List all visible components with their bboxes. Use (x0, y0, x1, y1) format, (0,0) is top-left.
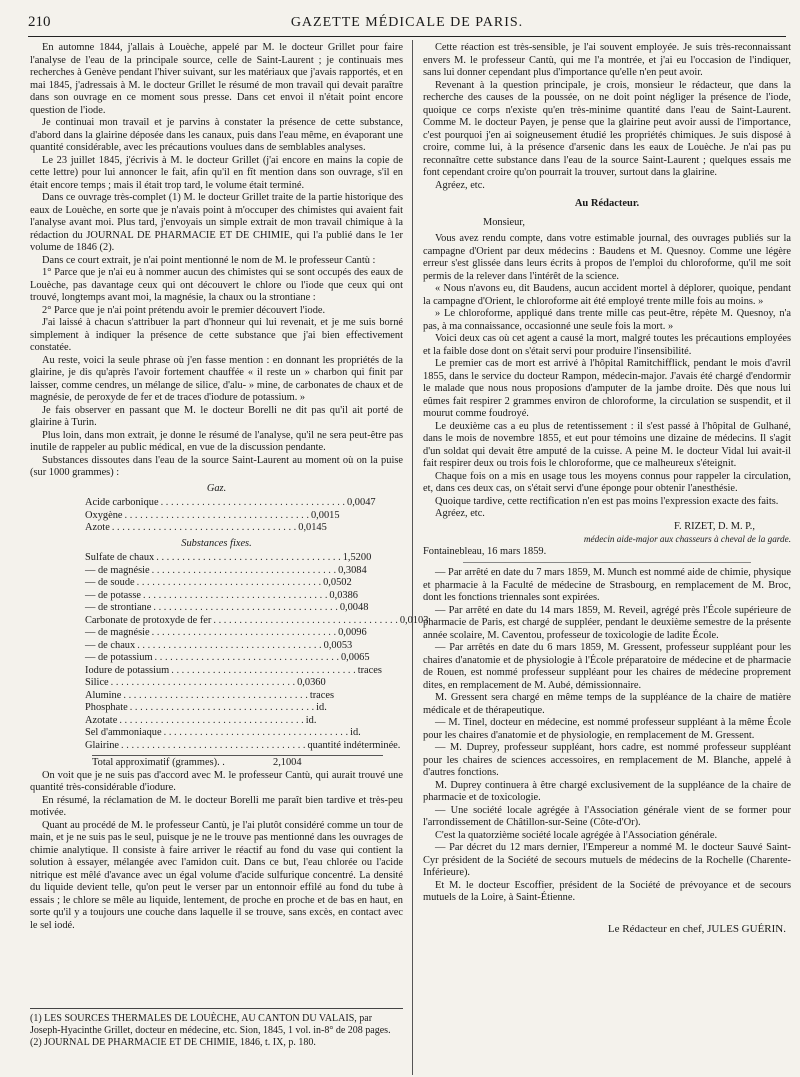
substance-row (85, 602, 383, 615)
leader-dots: . . . . . . . . . . . . . . . . . . . . . . . . . . . . . . . . . . . . (136, 577, 322, 588)
news-item: — Une société locale agrégée à l'Association générale vient de se former pour l'arrondissement de Châtillon-sur-Seine (Côte-d'Or). (423, 804, 791, 828)
paragraph: Le deuxième cas a eu plus de retentissement : il s'est passé à l'hôpital de Gulhané, dans le mois de novembre 1855, et eut pour témoins une dizaine de médecins. Il s'agit d'un soldat qui devait être amputé de la cuisse. A peine M. le docteur Vidal lui avait-il fait respirer deux ou trois fois le chloroforme, que ce malheureux s'éteignit. (423, 420, 791, 469)
news-item: — Par arrêtés en date du 6 mars 1859, M. Gressent, professeur suppléant pour les chaires d'anatomie et de physiologie à l'École préparatoire de médecine et de pharmacie de Rouen, est nommé professeur suppléant pour les chaires de médecine proprement dites, en remplacement de M. Aubé, démissionnaire. (423, 642, 791, 691)
substance-name: Azotate (85, 714, 118, 726)
signature-title: médecin aide-major aux chasseurs à cheval de la garde. (583, 534, 791, 544)
substance-row (85, 715, 383, 728)
page-header (28, 14, 786, 36)
substance-value: 0,0502 (323, 577, 352, 588)
paragraph: On voit que je ne suis pas d'accord avec M. le professeur Cantù, qui aurait trouvé une quantité très-considérable d'iodure. (30, 769, 403, 793)
total-label: Total approximatif (grammes). . (92, 757, 225, 768)
leader-dots: . . . . . . . . . . . . . . . . . . . . . . . . . . . . . . . . . . . . (163, 727, 349, 738)
leader-dots: . . . . . . . . . . . . . . . . . . . . . . . . . . . . . . . . . . . . (151, 564, 337, 576)
paragraph: Plus loin, dans mon extrait, je donne le résumé de l'analyse, qu'il ne sera peut-être pas inutile de rappeler au public médical, en vue de la discussion pendante. (30, 429, 403, 453)
news-item: M. Duprey continuera à être chargé exclusivement de la suppléance de la chaire de pharmacie et de toxicologie. (423, 779, 791, 803)
gas-list (30, 497, 403, 535)
substance-name: — de potasse (85, 589, 141, 601)
page-number: 210 (28, 14, 51, 30)
substance-value: 0,3084 (338, 564, 367, 576)
news-item: M. Gressent sera chargé en même temps de la suppléance de la chaire de matière médicale et de thérapeutique. (423, 692, 791, 716)
substance-row (85, 690, 383, 703)
signature: F. RIZET, D. M. P., (674, 520, 755, 532)
leader-dots: . . . . . . . . . . . . . . . . . . . . . . . . . . . . . . . . . . . . (137, 639, 322, 651)
leader-dots: . . . . . . . . . . . . . . . . . . . . . . . . . . . . . . . . . . . . (129, 702, 315, 713)
substance-value: 0,0047 (347, 497, 376, 508)
substance-row (85, 727, 383, 740)
substance-name: — de chaux (85, 639, 136, 651)
leader-dots: . . . . . . . . . . . . . . . . . . . . . . . . . . . . . . . . . . . . (124, 509, 309, 521)
paragraph: Le premier cas de mort est arrivé à l'hôpital Ramitchifflick, pendant le mois d'avril 1855, dans le service du docteur Rampon, médecin-major. J'avais été chargé d'endormir le malade que nous nous proposions d'amputer de la jambe droite. Dès que nous lui eûmes fait respirer 2 grammes environ de chloroforme, la circulation se suspendit, et il mourut comme foudroyé. (423, 358, 791, 419)
substance-value: quantité indéterminée. (307, 739, 401, 751)
substance-name: — de soude (85, 577, 135, 588)
leader-dots: . . . . . . . . . . . . . . . . . . . . . . . . . . . . . . . . . . . . (123, 689, 308, 701)
paragraph: Vous avez rendu compte, dans votre estimable journal, des ouvrages publiés sur la campagne d'Orient par deux médecins : Baudens et M. Quesnoy. Comme une légère erreur s'est glissée dans leurs écrits à propos de l'emploi du chloroforme, qu'il me soit permis de la relever dans l'intérêt de la science. (423, 233, 791, 282)
substance-value: 0,0386 (329, 589, 358, 601)
fixed-substances-list (30, 552, 429, 752)
leader-dots: . . . . . . . . . . . . . . . . . . . . . . . . . . . . . . . . . . . . (142, 589, 328, 601)
substance-name: Glairine (85, 739, 120, 751)
substance-row (85, 614, 429, 628)
substance-name: Iodure de potassium (85, 664, 170, 676)
substance-name: Carbonate de protoxyde de fer (85, 614, 212, 626)
paragraph: Dans ce court extrait, je n'ai point mentionné le nom de M. le professeur Cantù : (42, 254, 376, 266)
left-column (30, 42, 429, 1067)
leader-dots: . . . . . . . . . . . . . . . . . . . . . . . . . . . . . . . . . . . . (154, 652, 339, 663)
substance-name: — de magnésie (85, 564, 150, 576)
news-item: — Par décret du 12 mars dernier, l'Empereur a nommé M. le docteur Sauvé Saint-Cyr président de la Société de secours mutuels de médecins de la Rochelle (Charente-Inférieure). (423, 842, 791, 878)
paragraph: En automne 1844, j'allais à Louèche, appelé par M. le docteur Grillet pour faire l'analyse de l'eau de la principale source, celle de Saint-Laurent ; je continuais mes recherches à Genève pendant l'hiver suivant, sur les matériaux que j'avais rapportés, et en mai 1845, j'adressais à M. le docteur Grillet le résumé de mon travail qui devait paraître dans son ouvrage en ce moment sous presse. Dans cet envoi il n'était point encore question de l'iode. (30, 42, 403, 116)
substance-row (85, 627, 383, 640)
substance-value: 0,0145 (298, 522, 327, 533)
paragraph: Quant au procédé de M. le professeur Cantù, je l'ai plutôt considéré comme un tour de main, et je ne suis pas le seul, puisque je ne le trouve pas mentionné dans les ouvrages de chimie analytique. Il consiste à faire arriver le réactif au fond du vase qui contient la solution à essayer, mélangée avec l'amidon cuit. Dans ce but, l'eau chlorée ou l'acide nitrique est mêlé d'avance avec un égal volume d'acide sulfurique concentré. La densité du liquide devient telle, qu'on peut le verser par un entonnoir effilé au fond du tube à essais ; le chlore se mêle au liquide, lentement, de proche en proche et de bas en haut, en sorte qu'il y a toujours une couche dans laquelle il se trouve, sans excès, en contact avec le sel iodé. (30, 819, 403, 931)
paragraph: « Nous n'avons eu, dit Baudens, aucun accident mortel à déplorer, quoique, pendant la campagne d'Orient, le chloroforme ait été employé trente mille fois au moins. » (423, 283, 791, 307)
substance-value: id. (305, 714, 317, 726)
news-item: — Par arrêté en date du 14 mars 1859, M. Reveil, agrégé près l'École supérieure de pharmacie de Paris, est chargé de suppléer, pendant le deuxième semestre de la présente année scolaire, M. Caventou, professeur de toxicologie de ladite École. (423, 604, 791, 641)
leader-dots: . . . . . . . . . . . . . . . . . . . . . . . . . . . . . . . . . . . . (153, 602, 338, 613)
paragraph: Quoique tardive, cette rectification n'en est pas moins l'expression exacte des faits. (435, 495, 779, 507)
substance-row (85, 552, 383, 565)
substance-name: — de potassium (85, 652, 153, 663)
fixed-section-title: Substances fixes. (181, 537, 252, 549)
paragraph: Voici deux cas où cet agent a causé la mort, malgré toutes les précautions employées et la faible dose dont on s'était servi pour produire l'insensibilité. (423, 333, 791, 357)
news-item: Et M. le docteur Escoffier, président de la Société de prévoyance et de secours mutuels de la Loire, à Saint-Étienne. (423, 879, 791, 903)
paragraph: Cette réaction est très-sensible, je l'ai souvent employée. Je suis très-reconnaissant envers M. le professeur Cantù, qui me l'a montrée, et j'ai eu l'occasion de l'indiquer, sans lui donner cependant plus d'importance qu'elle n'en peut avoir. (423, 42, 791, 78)
leader-dots: . . . . . . . . . . . . . . . . . . . . . . . . . . . . . . . . . . . . (110, 677, 296, 688)
substance-row (85, 497, 383, 510)
leader-dots: . . . . . . . . . . . . . . . . . . . . . . . . . . . . . . . . . . . . (119, 714, 304, 726)
separator (463, 562, 751, 563)
news-item: — Par arrêté en date du 7 mars 1859, M. Munch est nommé aide de chimie, physique et pharmacie à la Faculté de médecine de Strasbourg, en remplacement de M. Broc, dont les fonctions triennales sont expirées. (423, 567, 791, 603)
leader-dots: . . . . . . . . . . . . . . . . . . . . . . . . . . . . . . . . . . . . (111, 522, 297, 533)
right-column (423, 42, 791, 1067)
gas-section-title: Gaz. (206, 482, 227, 494)
substance-value: 0,0015 (310, 509, 340, 521)
dateline: Fontainebleau, 16 mars 1859. (423, 545, 547, 557)
substance-name: Acide carbonique (85, 497, 159, 508)
paragraph: Substances dissoutes dans l'eau de la source Saint-Laurent au moment où on la puise (sur 1000 grammes) : (30, 454, 403, 478)
substance-value: 1,5200 (342, 552, 372, 563)
paragraph: Je continuai mon travail et je parvins à constater la présence de cette substance, d'abord dans la glairine déposée dans les canaux, puis dans l'eau même, en évaporant une quantité considérable, avec les précautions voulues dans de semblables analyses. (30, 117, 403, 153)
substance-row (85, 739, 401, 753)
substance-name: Sel d'ammoniaque (85, 727, 162, 738)
substance-row (85, 565, 383, 578)
leader-dots: . . . . . . . . . . . . . . . . . . . . . . . . . . . . . . . . . . . . (171, 664, 356, 676)
paragraph: Revenant à la question principale, je crois, monsieur le rédacteur, que dans la recherche des causes de la poussée, on ne doit point négliger la présence de l'iode, quoique ce corps n'existe qu'en très-minime quantité dans l'eau de Saint-Laurent. Comme M. le docteur Payen, je pense que la glairine peut avoir aussi de l'importance, c'est pourquoi j'en ai soigneusement étudié les propriétés chimiques. Je suis disposé à croire, comme lui, à la présence d'arsenic dans les eaux de Louèche. Je n'ai pas pu reconnaître cette substance dans l'eau de la source Saint-Laurent ; quelques essais me font cependant croire qu'on pourrait la trouver, surtout dans la glairine. (423, 79, 791, 178)
closing: Agréez, etc. (435, 179, 485, 191)
substance-value: 0,0065 (340, 652, 370, 663)
paragraph: Dans ce ouvrage très-complet (1) M. le docteur Grillet traite de la partie historique des eaux de Louèche, en sorte que je n'avais point à m'occuper des chimistes qui avaient fait l'analyse avant moi. Plus tard, j'envoyais un simple extrait de mon travail chimique à la rédaction du JOURNAL DE PHARMACIE ET DE CHIMIE, qui l'a publié dans le 1er volume de 1846 (2). (30, 192, 403, 253)
footnote-2: (2) JOURNAL DE PHARMACIE ET DE CHIMIE, 1846, t. IX, p. 180. (30, 1037, 316, 1048)
substance-name: Silice (85, 677, 109, 688)
editor-signature: Le Rédacteur en chef, JULES GUÉRIN. (607, 922, 786, 935)
header-rule (28, 36, 786, 37)
substance-value: id. (350, 727, 361, 738)
substance-name: Azote (85, 522, 110, 533)
substance-row (85, 652, 383, 665)
substance-value: 0,0360 (297, 677, 326, 688)
substance-row (85, 510, 383, 523)
paragraph: J'ai laissé à chacun s'attribuer la part d'honneur qui lui revenait, et je me suis borné simplement à indiquer la présence de cette substance que j'ai bien effectivement constatée. (30, 317, 403, 353)
substance-value: 0,0103 (399, 614, 429, 626)
salutation: Monsieur, (483, 216, 526, 228)
total-row (92, 755, 383, 770)
leader-dots: . . . . . . . . . . . . . . . . . . . . . . . . . . . . . . . . . . . . (151, 627, 337, 638)
substance-row (85, 677, 383, 690)
substance-row (85, 702, 383, 715)
paragraph: Chaque fois on a mis en usage tous les moyens connus pour rappeler la circulation, et, dans ces deux cas, on s'était servi d'une éponge pour obtenir l'anesthésie. (423, 470, 791, 494)
paragraph: 1° Parce que je n'ai eu à nommer aucun des chimistes qui se sont occupés des eaux de Louèche, pas davantage ceux qui ont découvert le chlore ou l'iode que ceux qui ont trouvé, longtemps avant moi, la magnésie, la chaux ou la strontiane : (30, 267, 403, 303)
substance-name: — de magnésie (85, 627, 150, 638)
paragraph: Au reste, voici la seule phrase où j'en fasse mention : en donnant les propriétés de la glairine, je dis qu'après l'avoir fortement chauffée « il reste un » charbon qui finit par laisser, comme cendres, un mélange de silice, d'alu- » mine, de carbonates de chaux et de magnésie, de peroxyde de fer et de traces d'iodure de potassium. » (30, 354, 403, 403)
substance-value: traces (357, 664, 382, 676)
substance-value: 0,0048 (339, 602, 369, 613)
substance-value: traces (309, 689, 335, 701)
footnote-rule (30, 1008, 403, 1009)
paragraph: Je fais observer en passant que M. le docteur Borelli ne dit pas qu'il ait porté de glairine à Turin. (30, 404, 403, 428)
substance-name: Phosphate (85, 702, 128, 713)
closing: Agréez, etc. (435, 508, 485, 519)
news-item: — M. Duprey, professeur suppléant, hors cadre, est nommé professeur suppléant pour les chaires de sciences accessoires, en remplacement de M. Blanche, appelé à d'autres fonctions. (423, 742, 791, 778)
leader-dots: . . . . . . . . . . . . . . . . . . . . . . . . . . . . . . . . . . . . (160, 497, 346, 508)
substance-name: Sulfate de chaux (85, 552, 155, 563)
substance-row (85, 665, 383, 678)
total-value: 2,1004 (273, 757, 302, 768)
substance-value: id. (316, 702, 327, 713)
substance-row (85, 590, 383, 603)
paragraph: Le 23 juillet 1845, j'écrivis à M. le docteur Grillet (j'ai encore en mains la copie de cette lettre) pour lui annoncer le fait, afin qu'il en fît mention dans son ouvrage, s'il en était encore temps ; mais il était trop tard, le volume était terminé. (30, 154, 403, 191)
leader-dots: . . . . . . . . . . . . . . . . . . . . . . . . . . . . . . . . . . . . (121, 739, 306, 751)
substance-name: Oxygène (85, 509, 123, 521)
substance-row (85, 577, 383, 590)
news-item: — M. Tinel, docteur en médecine, est nommé professeur suppléant à la même École pour les chaires d'anatomie et de physiologie, en remplacement de M. Gressent. (423, 717, 791, 741)
running-title: GAZETTE MÉDICALE DE PARIS. (290, 15, 524, 30)
substance-name: Alumine (85, 689, 122, 701)
paragraph: » Le chloroforme, appliqué dans trente mille cas peut-être, répète M. Quesnoy, n'a pas, à ma connaissance, occasionné une seule fois la mort. » (423, 308, 791, 332)
paragraph: 2° Parce que je n'ai point prétendu avoir le premier découvert l'iode. (42, 304, 326, 316)
paragraph: En résumé, la réclamation de M. le docteur Borelli me paraît bien tardive et très-peu motivée. (30, 794, 403, 818)
substance-row (85, 522, 383, 535)
footnote-1: (1) LES SOURCES THERMALES DE LOUÈCHE, AU CANTON DU VALAIS, par Joseph-Hyacinthe Grillet, docteur en médecine, etc. Sion, 1845, 1 vol. in-8° de 208 pages. (30, 1013, 391, 1036)
substance-value: 0,0053 (323, 639, 353, 651)
substance-name: — de strontiane (85, 602, 152, 613)
footnotes (30, 1008, 403, 1049)
leader-dots: . . . . . . . . . . . . . . . . . . . . . . . . . . . . . . . . . . . . (156, 552, 341, 563)
news-item: C'est la quatorzième société locale agrégée à l'Association générale. (435, 829, 718, 841)
leader-dots: . . . . . . . . . . . . . . . . . . . . . . . . . . . . . . . . . . . . (213, 614, 398, 626)
substance-row (85, 640, 383, 653)
substance-value: 0,0096 (338, 627, 367, 638)
letter-heading: Au Rédacteur. (574, 198, 640, 209)
